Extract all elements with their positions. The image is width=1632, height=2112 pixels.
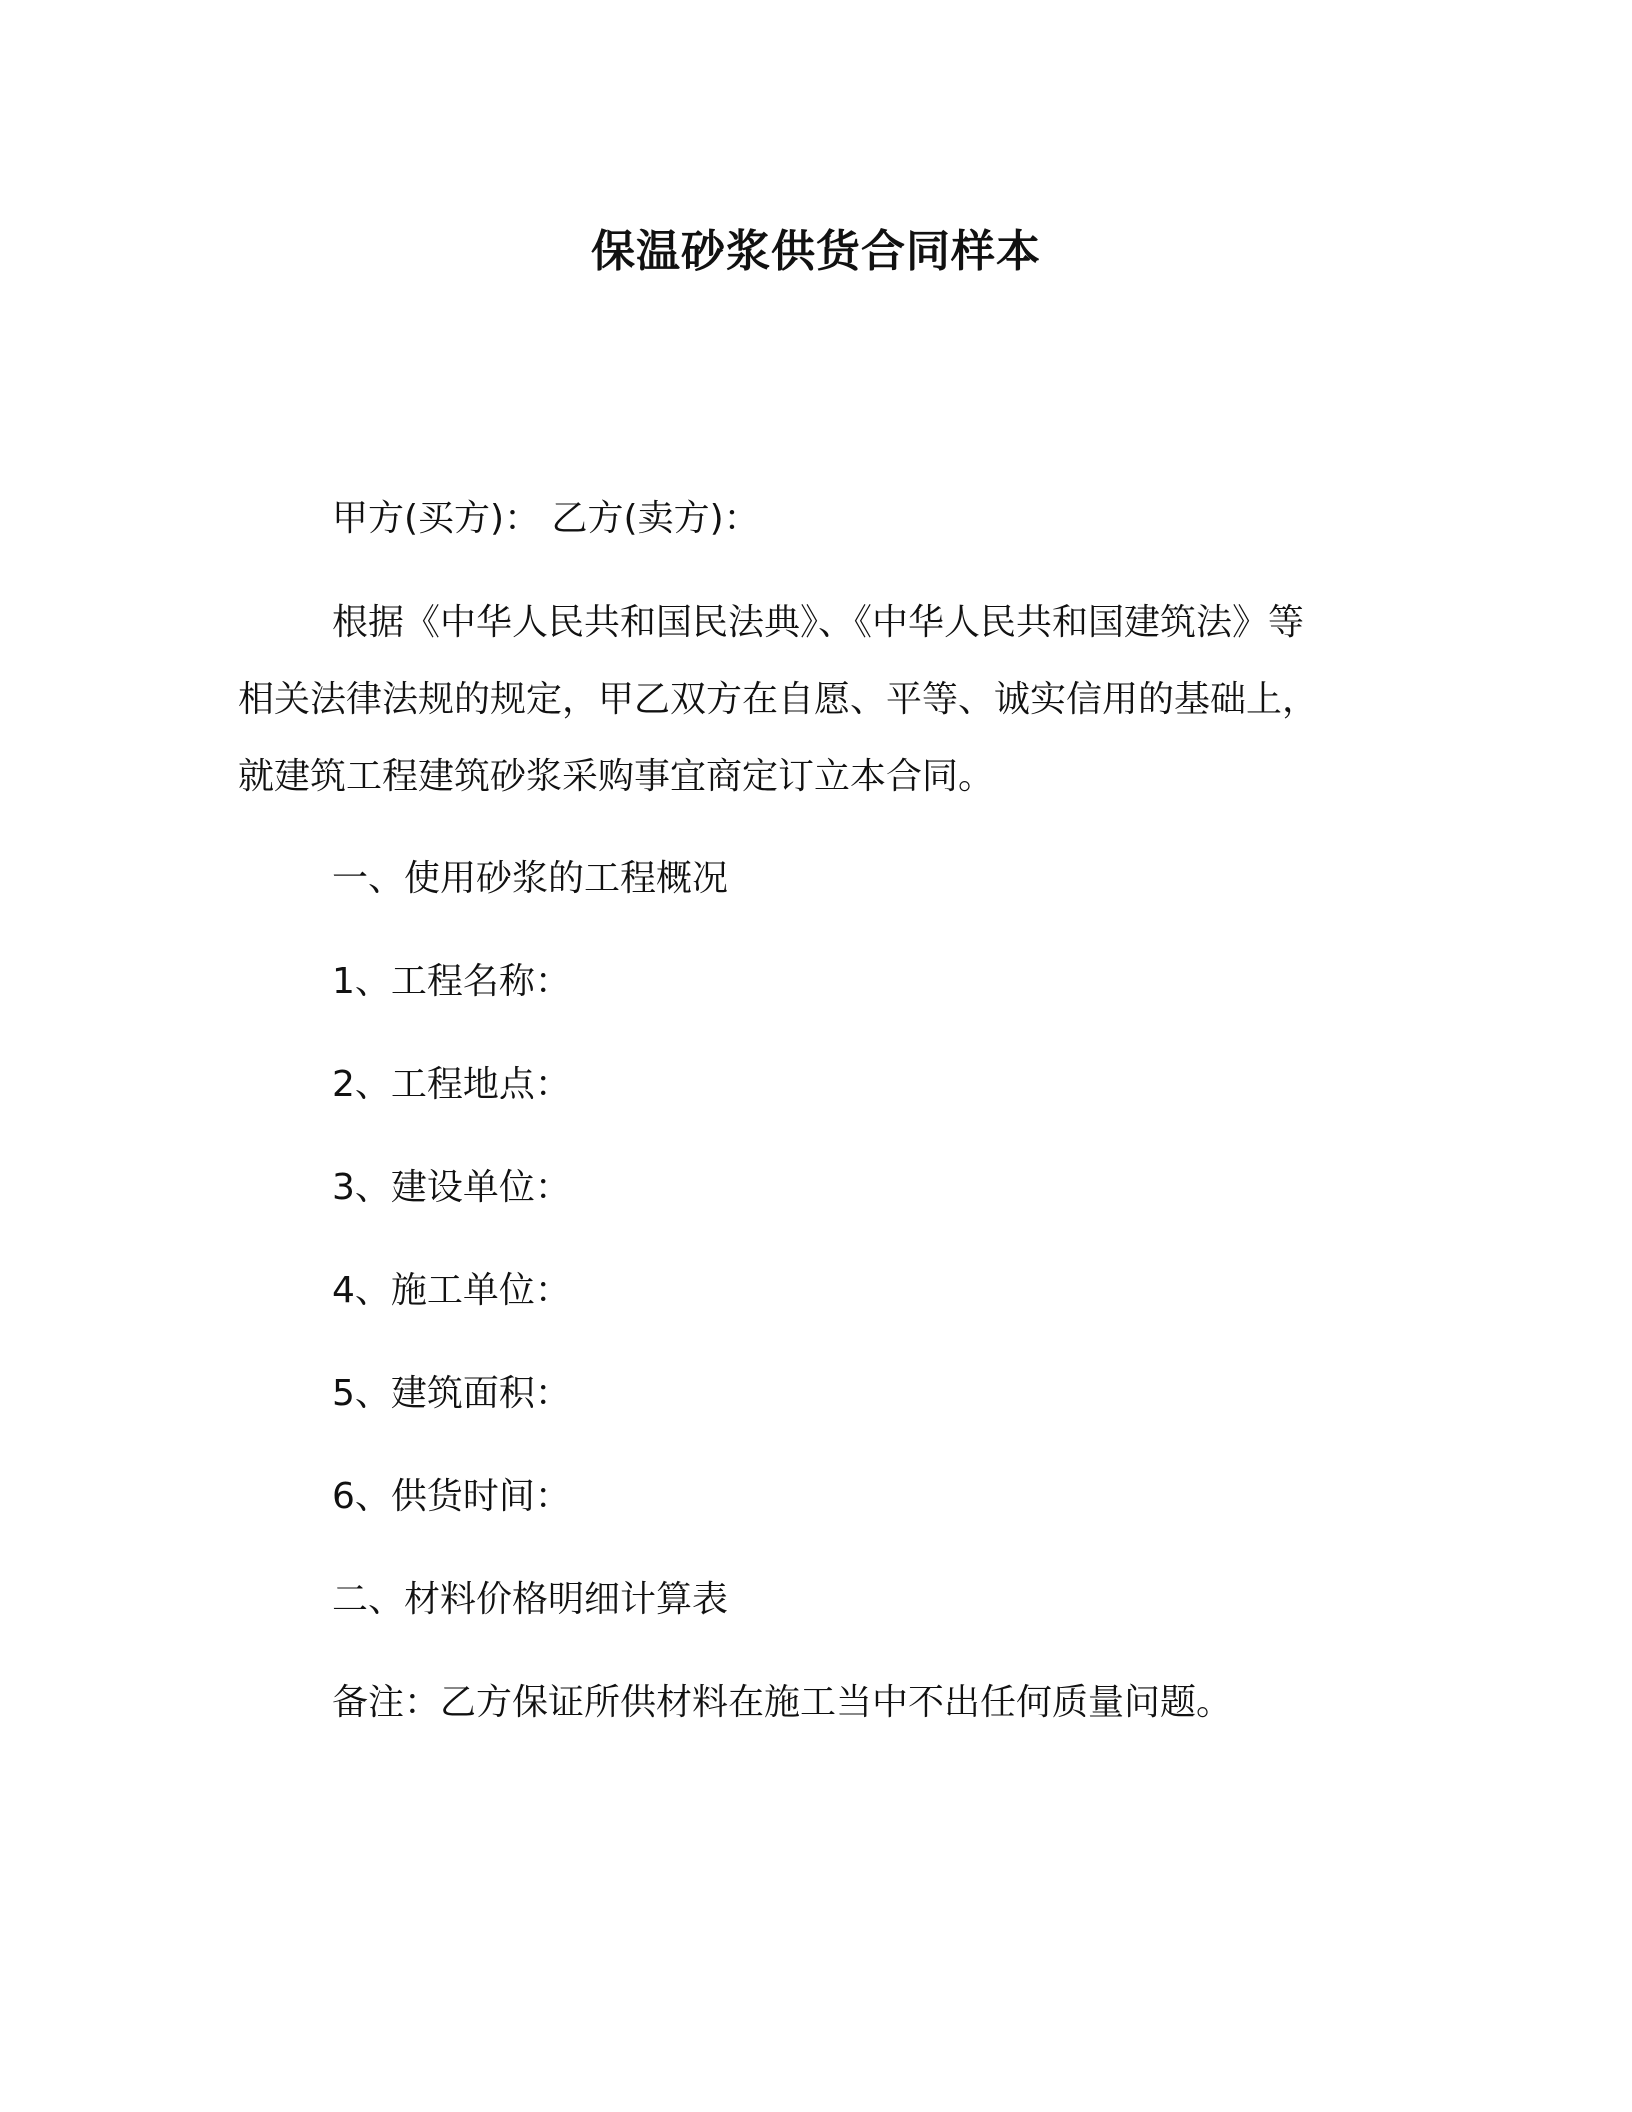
- section-2-heading: 二、材料价格明细计算表: [332, 1579, 729, 1620]
- item-project-name: 1、工程名称：: [332, 961, 571, 1002]
- preamble-line-1: 根据《中华人民共和国民法典》、《中华人民共和国建筑法》等: [332, 602, 1305, 643]
- remark-line: 备注：乙方保证所供材料在施工当中不出任何质量问题。: [332, 1682, 1233, 1723]
- preamble-line-2: 相关法律法规的规定，甲乙双方在自愿、平等、诚实信用的基础上，: [238, 679, 1319, 720]
- item-building-area: 5、建筑面积：: [332, 1373, 571, 1414]
- item-project-location: 2、工程地点：: [332, 1064, 571, 1105]
- item-contractor-unit: 4、施工单位：: [332, 1270, 571, 1311]
- section-1-heading: 一、使用砂浆的工程概况: [332, 858, 729, 899]
- parties-line: 甲方(买方)： 乙方(卖方)：: [332, 498, 760, 539]
- document-title: 保温砂浆供货合同样本: [591, 226, 1041, 277]
- preamble-paragraph: [238, 584, 1398, 815]
- item-supply-time: 6、供货时间：: [332, 1476, 571, 1517]
- preamble-line-3: 就建筑工程建筑砂浆采购事宜商定订立本合同。: [238, 756, 995, 797]
- item-construction-unit: 3、建设单位：: [332, 1167, 571, 1208]
